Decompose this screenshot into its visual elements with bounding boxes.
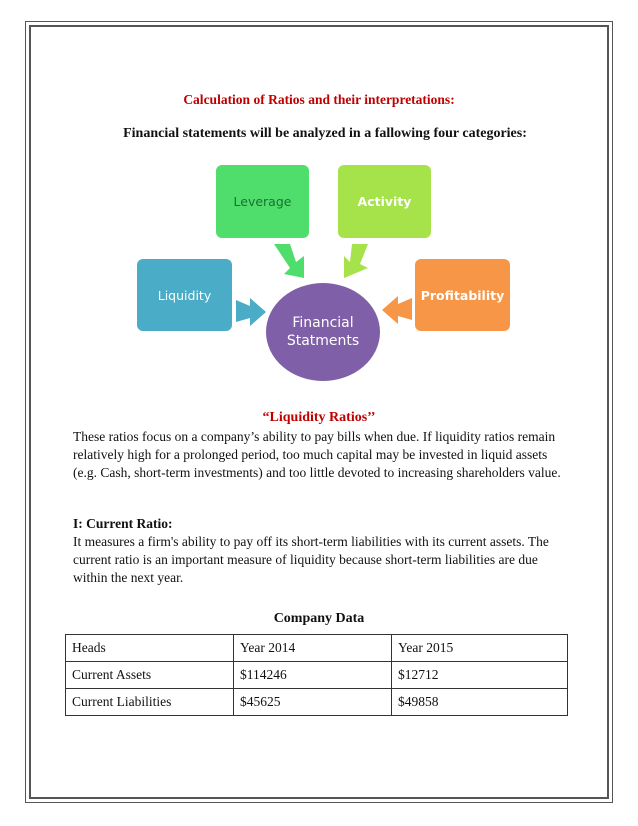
- profitability-arrow: [382, 296, 412, 324]
- table-row: [66, 662, 568, 689]
- current-ratio-title: I: Current Ratio:: [73, 516, 173, 531]
- table-header-cell: Heads: [66, 635, 234, 662]
- table-cell: Current Liabilities: [66, 689, 234, 716]
- company-data-title: Company Data: [273, 611, 365, 626]
- activity-node: Activity: [338, 165, 431, 238]
- center-line-2: Statments: [286, 333, 360, 349]
- table-header-cell: Year 2015: [392, 635, 568, 662]
- current-ratio-paragraph: It measures a firm's ability to pay off its short-term liabilities with its current assets. The current ratio is an important measure of liquidity because short-term liabilities are due within the next year.: [73, 534, 549, 585]
- center-line-1: Financial: [292, 315, 354, 331]
- liquidity-ratios-title: “Liquidity Ratios’’: [262, 410, 376, 425]
- table-cell: $114246: [234, 662, 392, 689]
- liquidity-node: Liquidity: [137, 259, 232, 331]
- leverage-node: Leverage: [216, 165, 309, 238]
- liquidity-paragraph: These ratios focus on a company’s ability to pay bills when due. If liquidity ratios remain relatively high for a prolonged period, too much capital may be invested in liquid assets (e.g. Cash, short-term investments) and too little devoted to increasing shareholders value.: [73, 429, 561, 480]
- table-cell: Current Assets: [66, 662, 234, 689]
- calc-heading: Calculation of Ratios and their interpretations:: [183, 92, 455, 107]
- company-data-table: [65, 634, 568, 716]
- table-cell: $12712: [392, 662, 568, 689]
- profitability-node: Profitability: [415, 259, 510, 331]
- table-header-cell: Year 2014: [234, 635, 392, 662]
- financial-statements-node: [266, 283, 380, 381]
- table-header-row: [66, 635, 568, 662]
- liquidity-arrow: [236, 298, 266, 326]
- analysis-heading: Financial statements will be analyzed in a fallowing four categories:: [123, 126, 527, 141]
- leverage-arrow: [274, 244, 304, 278]
- activity-arrow: [344, 244, 368, 278]
- table-cell: $49858: [392, 689, 568, 716]
- table-cell: $45625: [234, 689, 392, 716]
- table-row: [66, 689, 568, 716]
